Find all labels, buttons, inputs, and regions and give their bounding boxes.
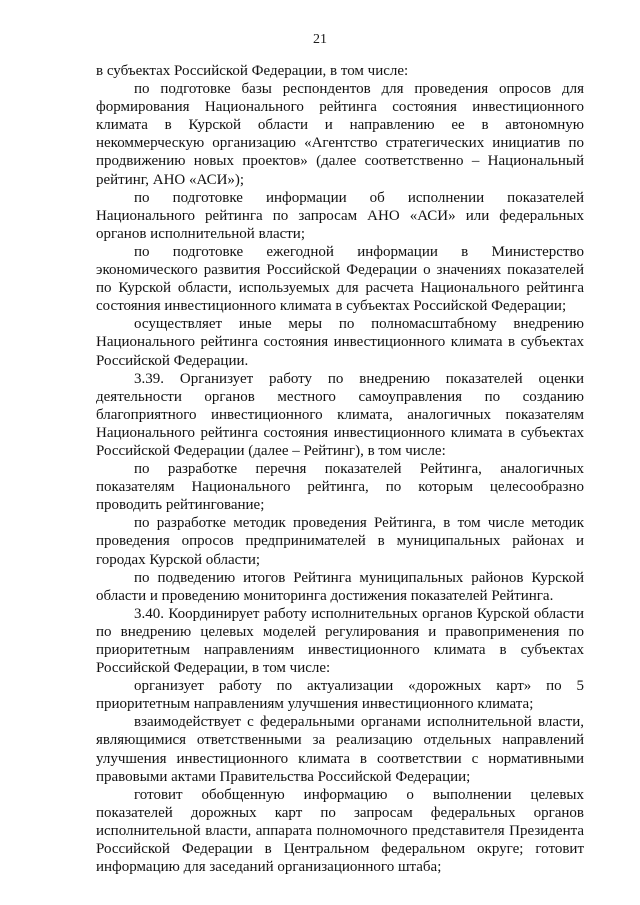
- paragraph-indicator-list: по разработке перечня показателей Рейтинга, аналогичных показателям Национального рейтинга, по которым целесообразно проводить рейтингование;: [96, 461, 584, 514]
- paragraph-annual-info: по подготовке ежегодной информации в Министерство экономического развития Российской Федерации о значениях показателей по Курской области, используемых для расчета Национального рейтинга состояния инвестиционного климата в субъектах Российской Федерации;: [96, 243, 584, 315]
- document-body: [96, 62, 584, 876]
- paragraph-summary-info: готовит обобщенную информацию о выполнении целевых показателей дорожных карт по запросам федеральных органов исполнительной власти, аппарата полномочного представителя Президента Российской Федерации в Центральном федеральном округе; готовит информацию для заседаний организационного штаба;: [96, 786, 584, 876]
- paragraph-roadmaps: организует работу по актуализации «дорожных карт» по 5 приоритетным направлениям улучшения инвестиционного климата;: [96, 678, 584, 713]
- paragraph-indicator-info: по подготовке информации об исполнении показателей Национального рейтинга по запросам АНО «АСИ» или федеральных органов исполнительной власти;: [96, 189, 584, 242]
- paragraph-section-3-40: 3.40. Координирует работу исполнительных органов Курской области по внедрению целевых моделей регулирования и правоприменения по приоритетным направлениям инвестиционного климата в субъектах Российской Федерации, в том числе:: [96, 605, 584, 677]
- paragraph-summary: по подведению итогов Рейтинга муниципальных районов Курской области и проведению мониторинга достижения показателей Рейтинга.: [96, 569, 584, 604]
- paragraph-interaction: взаимодействует с федеральными органами исполнительной власти, являющимися ответственными за реализацию отдельных направлений улучшения инвестиционного климата в соответствии с нормативными правовыми актами Правительства Российской Федерации;: [96, 714, 584, 785]
- paragraph-continuation: в субъектах Российской Федерации, в том числе:: [96, 63, 409, 79]
- paragraph-respondents: по подготовке базы респондентов для проведения опросов для формирования Национального рейтинга состояния инвестиционного климата в Курской области и направлению ее в автономную некоммерческую организацию «Агентство стратегических инициатив по продвижению новых проектов» (далее соответственно – Национальный рейтинг, АНО «АСИ»);: [96, 81, 584, 188]
- paragraph-other-measures: осуществляет иные меры по полномасштабному внедрению Национального рейтинга состояния инвестиционного климата в субъектах Российской Федерации.: [96, 316, 584, 369]
- page-number: 21: [313, 32, 327, 47]
- paragraph-methodology: по разработке методик проведения Рейтинга, в том числе методик проведения опросов предпринимателей в муниципальных районах и городах Курской области;: [96, 515, 584, 568]
- paragraph-section-3-39: 3.39. Организует работу по внедрению показателей оценки деятельности органов местного самоуправления по созданию благоприятного инвестиционного климата, аналогичных показателям Национального рейтинга состояния инвестиционного климата в субъектах Российской Федерации (далее – Рейтинг), в том числе:: [96, 370, 584, 459]
